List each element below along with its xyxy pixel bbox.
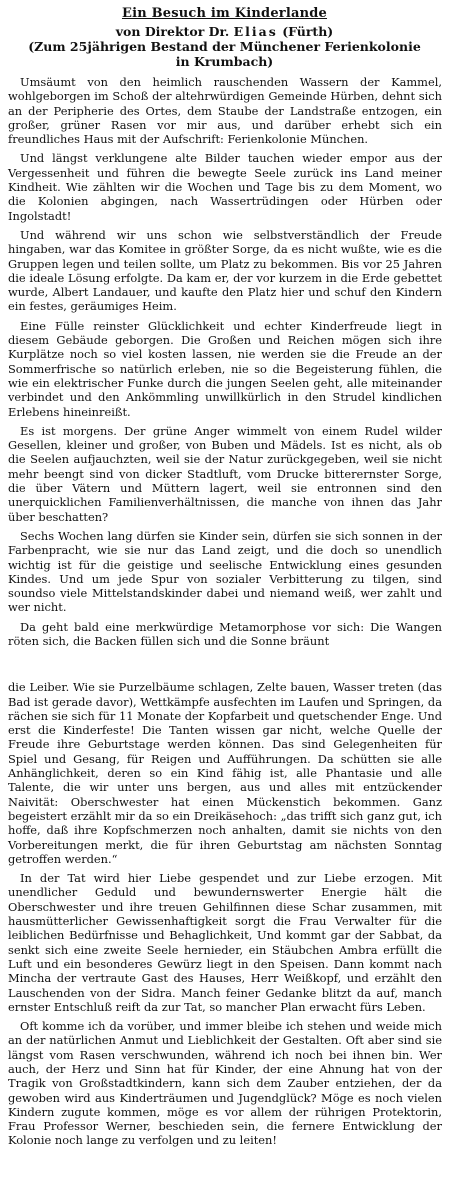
paragraph: Eine Fülle reinster Glücklichkeit und echter Kinderfreude liegt in diesem Gebäude geborgen. Die Großen und Reichen mögen sich ihre Kurplätze noch so viel kosten lassen, nie werden sie die Freude an der Sommerfrische so natürlich erleben, nie so die Begeisterung fühlen, die wie ein elektrischer Funke durch die jungen Seelen geht, alle miteinander verbindet und den Ankömmling unwillkürlich in den Strudel kindlichen Erlebens hineinreißt. [8,318,442,419]
byline-prefix: von Direktor Dr. [115,24,230,39]
article-byline [0,24,449,39]
byline-suffix: (Fürth) [282,24,334,39]
paragraph: Da geht bald eine merkwürdige Metamorphose vor sich: Die Wangen röten sich, die Backen füllen sich und die Sonne bräunt [8,619,442,648]
article-subtitle: (Zum 25jährigen Bestand der Münchener Ferienkolonie in Krumbach) [28,39,421,69]
paragraph: Es ist morgens. Der grüne Anger wimmelt von einem Rudel wilder Gesellen, kleiner und großer, von Buben und Mädels. Ist es nicht, als ob die Seelen aufjauchzten, weil sie der Natur zurückgegeben, weil sie nicht mehr beengt sind von dicker Stadtluft, vom Drucke bitterernster Sorge, die über Vätern und Müttern lagert, weil sie entronnen sind den unerquicklichen Familienverhältnissen, die manche von ihnen das Jahr über beschatten? [8,423,442,524]
paragraph: Oft komme ich da vorüber, und immer bleibe ich stehen und weide mich an der natürlichen Anmut und Lieblichkeit der Gestalten. Oft aber sind sie längst vom Rasen verschwunden, während ich noch bei ihnen bin. Wer auch, der Herz und Sinn hat für Kinder, der eine Ahnung hat von der Tragik von Großstadtkindern, kann sich dem Zauber entziehen, der da gewoben wird aus Kinderträumen und Jugendglück? Möge es noch vielen Kindern zugute kommen, möge es vor allem der rührigen Protektorin, Frau Professor Werner, beschieden sein, die fernere Entwicklung der Kolonie noch lange zu verfolgen und zu leiten! [8,1019,442,1148]
article-header [0,0,449,69]
paragraph: Umsäumt von den heimlich rauschenden Wassern der Kammel, wohlgeborgen im Schoß der altehrwürdigen Gemeinde Hürben, dehnt sich an der Peripherie des Ortes, dem Staube der Landstraße entzogen, ein großer, grüner Rasen vor mir aus, und darüber erhebt sich ein freundliches Haus mit der Aufschrift: Ferienkolonie München. [8,75,442,147]
article-title: Ein Besuch im Kinderlande [121,6,328,21]
paragraph: Sechs Wochen lang dürfen sie Kinder sein, dürfen sie sich sonnen in der Farbenpracht, wie sie nur das Land zeigt, und die doch so unendlich wichtig ist für die geistige und seelische Entwicklung eines gesunden Kindes. Und um jede Spur von sozialer Verbitterung zu tilgen, sind soundso viele Mittelstandskinder dabei und niemand weiß, wer zahlt und wer nicht. [8,528,442,615]
byline-name: Elias [233,24,278,39]
column-gap [8,653,442,680]
paragraph: Und längst verklungene alte Bilder tauchen wieder empor aus der Vergessenheit und führen die bewegte Seele zurück ins Land meiner Kindheit. Wie zählten wir die Wochen und Tage bis zu dem Moment, wo die Kolonien abgingen, nach Wassertrüdingen oder Hürben oder Ingolstadt! [8,151,442,223]
paragraph: In der Tat wird hier Liebe gespendet und zur Liebe erzogen. Mit unendlicher Geduld und bewundernswerter Energie hält die Oberschwester und ihre treuen Gehilfinnen diese Schar zusammen, mit hausmütterlicher Gewissenhaftigkeit sorgt die Frau Verwalter für die leiblichen Bedürfnisse und Behaglichkeit, Und kommt gar der Sabbat, da senkt sich eine zweite Seele hernieder, ein Stäubchen Ambra erfüllt die Luft und ein besonderes Gewürz liegt in den Speisen. Dann kommt nach Mincha der vertraute Gast des Hauses, Herr Weißkopf, und erzählt den Lauschenden von der Sidra. Manch feiner Gedanke blitzt da auf, manch ernster Entschluß reift da zur Tat, so mancher Plan erwacht fürs Leben. [8,871,442,1014]
article-body [0,75,449,1148]
paragraph: Und während wir uns schon wie selbstverständlich der Freude hingaben, war das Komitee in größter Sorge, da es nicht wußte, wie es die Gruppen legen und teilen sollte, um Platz zu bekommen. Bis vor 25 Jahren die ideale Lösung erfolgte. Da kam er, der vor kurzem in die Erde gebettet wurde, Albert Landauer, und kaufte den Platz hier und schuf den Kindern ein festes, geräumiges Heim. [8,227,442,314]
paragraph: die Leiber. Wie sie Purzelbäume schlagen, Zelte bauen, Wasser treten (das Bad ist gerade davor), Wettkämpfe ausfechten im Laufen und Springen, da rächen sie sich für 11 Monate der Kopfarbeit und quetschender Enge. Und erst die Kinderfeste! Die Tanten wissen gar nicht, welche Quelle der Freude ihre Geburtstage werden können. Das sind Gelegenheiten für Spiel und Gesang, für Reigen und Aufführungen. Da schütten sie alle Anhänglichkeit, deren so ein Kind fähig ist, alle Phantasie und alle Talente, die wir unter uns bergen, aus und alles mit entzückender Naivität: Oberschwester hat einen Mückenstich bekommen. Ganz begeistert erzählt mir da so ein Dreikäsehoch: „das trifft sich ganz gut, ich hoffe, daß ihre Kopfschmerzen noch anhalten, damit sie nichts von den Vorbereitungen merkt, die für ihren Geburtstag am nächsten Sonntag getroffen werden.“ [8,680,442,866]
